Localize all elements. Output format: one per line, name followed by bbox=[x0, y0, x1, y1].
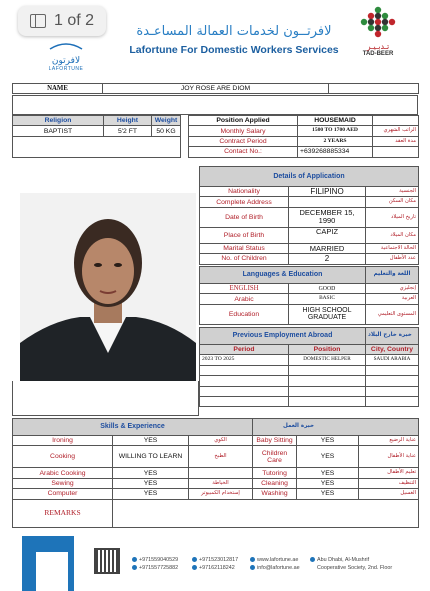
skills-table bbox=[12, 418, 419, 528]
left-blank-cell bbox=[13, 381, 199, 415]
languages-title: Languages & Education bbox=[200, 267, 366, 284]
page-indicator[interactable] bbox=[18, 6, 106, 36]
company-title-en: Lafortune For Domestic Workers Services bbox=[129, 44, 339, 56]
applicant-portrait-icon bbox=[20, 193, 196, 381]
skill-computer-ar: إستخدام الكمبيوتر bbox=[189, 489, 253, 499]
employment-empty bbox=[289, 396, 366, 406]
employment-empty bbox=[366, 365, 419, 375]
footer-address2: Cooperative Society, 2nd. Floor bbox=[317, 565, 393, 572]
skill-washing-label: Washing bbox=[253, 489, 297, 499]
name-value: JOY ROSE ARE DIOM bbox=[103, 84, 329, 94]
footer-address1: Abu Dhabi, Al-Mushrif bbox=[317, 557, 370, 563]
skill-ironing-label: Ironing bbox=[13, 436, 113, 446]
nationality-label: Nationality bbox=[200, 187, 289, 197]
employment-empty bbox=[200, 365, 289, 375]
skill-cooking-value: WILLING TO LEARN bbox=[113, 446, 189, 468]
skills-title-ar: خبرة العمل bbox=[253, 419, 419, 436]
skill-childcare-value: YES bbox=[297, 446, 359, 468]
footer-phone4: +97162118242 bbox=[199, 565, 235, 572]
footer-phone3: +971523012817 bbox=[199, 557, 239, 563]
english-ar: إنجليزي bbox=[366, 284, 419, 294]
remarks-label: REMARKS bbox=[13, 499, 113, 527]
gap-cell bbox=[181, 126, 189, 136]
contact-value: +639268885334 bbox=[298, 147, 373, 157]
footer-web bbox=[250, 556, 300, 572]
salary-label: Monthly Salary bbox=[189, 126, 298, 136]
footer-address bbox=[310, 556, 392, 572]
skill-cleaning-label: Cleaning bbox=[253, 478, 297, 488]
mail-icon bbox=[250, 565, 255, 570]
footer-phones-a bbox=[132, 556, 178, 572]
basics-blank bbox=[13, 136, 181, 157]
arabic-label: Arabic bbox=[200, 294, 289, 304]
position-value: HOUSEMAID bbox=[298, 116, 373, 126]
children-value: 2 bbox=[289, 254, 366, 264]
children-ar: عدد الأطفال bbox=[366, 254, 419, 264]
qr-code-icon bbox=[94, 548, 120, 574]
details-table bbox=[199, 166, 419, 265]
sidebar-toggle-icon bbox=[30, 14, 46, 28]
skill-sewing-value: YES bbox=[113, 478, 189, 488]
skill-cleaning-ar: التنظيف bbox=[359, 478, 419, 488]
footer-phone2: +971557725882 bbox=[139, 565, 179, 572]
position-header: Position bbox=[289, 345, 366, 355]
marital-label: Marital Status bbox=[200, 243, 289, 253]
children-label: No. of Children bbox=[200, 254, 289, 264]
skill-sewing-label: Sewing bbox=[13, 478, 113, 488]
skill-babysitting-label: Baby Sitting bbox=[253, 436, 297, 446]
skill-sewing-ar: الخياطة bbox=[189, 478, 253, 488]
phone-icon bbox=[192, 557, 197, 562]
left-blank-table bbox=[12, 381, 199, 416]
spacer-table bbox=[12, 95, 418, 115]
left-logo-ar: لافرتون bbox=[51, 56, 81, 66]
employment-period: 2023 TO 2025 bbox=[200, 355, 289, 365]
religion-header: Religion bbox=[13, 116, 104, 126]
contact-label: Contact No.: bbox=[189, 147, 298, 157]
arabic-ar: العربية bbox=[366, 294, 419, 304]
english-value: GOOD bbox=[289, 284, 366, 294]
address-value bbox=[289, 197, 366, 207]
height-header: Height bbox=[104, 116, 152, 126]
education-value: HIGH SCHOOL GRADUATE bbox=[289, 304, 366, 324]
tadbeer-logo bbox=[352, 6, 404, 57]
remarks-value bbox=[113, 499, 419, 527]
page-count: 1 of 2 bbox=[54, 12, 95, 29]
position-extra bbox=[373, 116, 419, 126]
footer-brand-stripe bbox=[68, 536, 74, 591]
english-label: ENGLISH bbox=[200, 284, 289, 294]
skills-title: Skills & Experience bbox=[13, 419, 253, 436]
footer-web-link[interactable]: www.lafortune.ae bbox=[257, 557, 299, 563]
pob-value: CAPIZ bbox=[289, 227, 366, 243]
skill-arabic-cooking-value: YES bbox=[113, 468, 189, 478]
employment-empty bbox=[366, 376, 419, 386]
gap-cell bbox=[181, 147, 189, 157]
skill-washing-value: YES bbox=[297, 489, 359, 499]
footer-phone1: +971559040529 bbox=[139, 557, 179, 563]
languages-table bbox=[199, 266, 419, 325]
basics-table bbox=[12, 115, 419, 158]
nationality-value: FILIPINO bbox=[289, 187, 366, 197]
skill-computer-value: YES bbox=[113, 489, 189, 499]
name-label: NAME bbox=[13, 84, 103, 94]
employment-empty bbox=[289, 386, 366, 396]
skill-cleaning-value: YES bbox=[297, 478, 359, 488]
weight-header: Weight bbox=[152, 116, 181, 126]
employment-table bbox=[199, 327, 419, 407]
spacer-cell bbox=[13, 96, 418, 115]
contract-ar: مدة العقد bbox=[373, 136, 419, 146]
location-icon bbox=[310, 557, 315, 562]
document-footer bbox=[0, 536, 430, 591]
skill-childcare-label: Children Care bbox=[253, 446, 297, 468]
marital-ar: الحالة الاجتماعية bbox=[366, 243, 419, 253]
employment-empty bbox=[200, 386, 289, 396]
footer-phones-b bbox=[192, 556, 238, 572]
skill-babysitting-value: YES bbox=[297, 436, 359, 446]
skill-tutoring-value: YES bbox=[297, 468, 359, 478]
contract-value: 2 YEARS bbox=[298, 136, 373, 146]
skill-babysitting-ar: عناية الرضيع bbox=[359, 436, 419, 446]
pob-ar: مكان الميلاد bbox=[366, 227, 419, 243]
employment-empty bbox=[366, 386, 419, 396]
applicant-photo bbox=[20, 193, 196, 381]
skill-computer-label: Computer bbox=[13, 489, 113, 499]
skill-arabic-cooking-label: Arabic Cooking bbox=[13, 468, 113, 478]
religion-value: BAPTIST bbox=[13, 126, 104, 136]
tadbeer-dots-icon bbox=[360, 6, 396, 40]
employment-position: DOMESTIC HELPER bbox=[289, 355, 366, 365]
employment-title: Previous Employment Abroad bbox=[200, 328, 366, 345]
skill-ironing-ar: الكوي bbox=[189, 436, 253, 446]
pob-label: Place of Birth bbox=[200, 227, 289, 243]
address-ar: مكان السكن bbox=[366, 197, 419, 207]
address-label: Complete Address bbox=[200, 197, 289, 207]
skill-cooking-label: Cooking bbox=[13, 446, 113, 468]
footer-brand-shape bbox=[22, 536, 68, 591]
period-header: Period bbox=[200, 345, 289, 355]
right-logo-ar: تـدبـيـر bbox=[366, 42, 390, 51]
marital-value: MARRIED bbox=[289, 243, 366, 253]
dob-label: Date of Birth bbox=[200, 207, 289, 227]
arabic-value: BASIC bbox=[289, 294, 366, 304]
skill-ironing-value: YES bbox=[113, 436, 189, 446]
name-table bbox=[12, 83, 419, 94]
employment-empty bbox=[200, 396, 289, 406]
salary-ar: الراتب الشهري bbox=[373, 126, 419, 136]
phone-icon bbox=[192, 565, 197, 570]
globe-icon bbox=[250, 557, 255, 562]
phone-icon bbox=[132, 565, 137, 570]
company-title-ar: لافرتــون لخدمات العمالة المساعـدة bbox=[136, 24, 332, 39]
weight-value: 50 KG bbox=[152, 126, 181, 136]
employment-empty bbox=[200, 376, 289, 386]
name-extra-cell bbox=[329, 84, 419, 94]
skill-washing-ar: الغسيل bbox=[359, 489, 419, 499]
salary-value: 1500 TO 1700 AED bbox=[298, 126, 373, 136]
dob-ar: تاريخ الميلاد bbox=[366, 207, 419, 227]
employment-empty bbox=[289, 376, 366, 386]
contact-extra bbox=[373, 147, 419, 157]
skill-tutoring-ar: تعليم الأطفال bbox=[359, 468, 419, 478]
right-logo-en: TAD-BEER bbox=[362, 51, 394, 57]
left-logo-en: LAFORTUNE bbox=[48, 66, 84, 72]
dob-value: DECEMBER 15, 1990 bbox=[289, 207, 366, 227]
skill-tutoring-label: Tutoring bbox=[253, 468, 297, 478]
employment-title-ar: خبرة خارج البلاد bbox=[366, 328, 419, 345]
details-title: Details of Application bbox=[200, 167, 419, 187]
employment-country: SAUDI ARABIA bbox=[366, 355, 419, 365]
nationality-ar: الجنسية bbox=[366, 187, 419, 197]
height-value: 5'2 FT bbox=[104, 126, 152, 136]
employment-empty bbox=[366, 396, 419, 406]
employment-empty bbox=[289, 365, 366, 375]
gap-cell bbox=[181, 116, 189, 126]
lafortune-logo bbox=[44, 38, 88, 72]
education-label: Education bbox=[200, 304, 289, 324]
skill-cooking-ar: الطبخ bbox=[189, 446, 253, 468]
position-label: Position Applied bbox=[189, 116, 298, 126]
education-ar: المستوى التعليمي bbox=[366, 304, 419, 324]
country-header: City, Country bbox=[366, 345, 419, 355]
contract-label: Contract Period bbox=[189, 136, 298, 146]
phone-icon bbox=[132, 557, 137, 562]
gap-cell bbox=[181, 136, 189, 146]
skill-arabic-cooking-ar bbox=[189, 468, 253, 478]
skill-childcare-ar: عناية الأطفال bbox=[359, 446, 419, 468]
languages-title-ar: اللغة والتعليم bbox=[366, 267, 419, 284]
footer-email-link[interactable]: info@lafortune.ae bbox=[257, 565, 300, 572]
lafortune-mark-icon bbox=[44, 39, 88, 51]
